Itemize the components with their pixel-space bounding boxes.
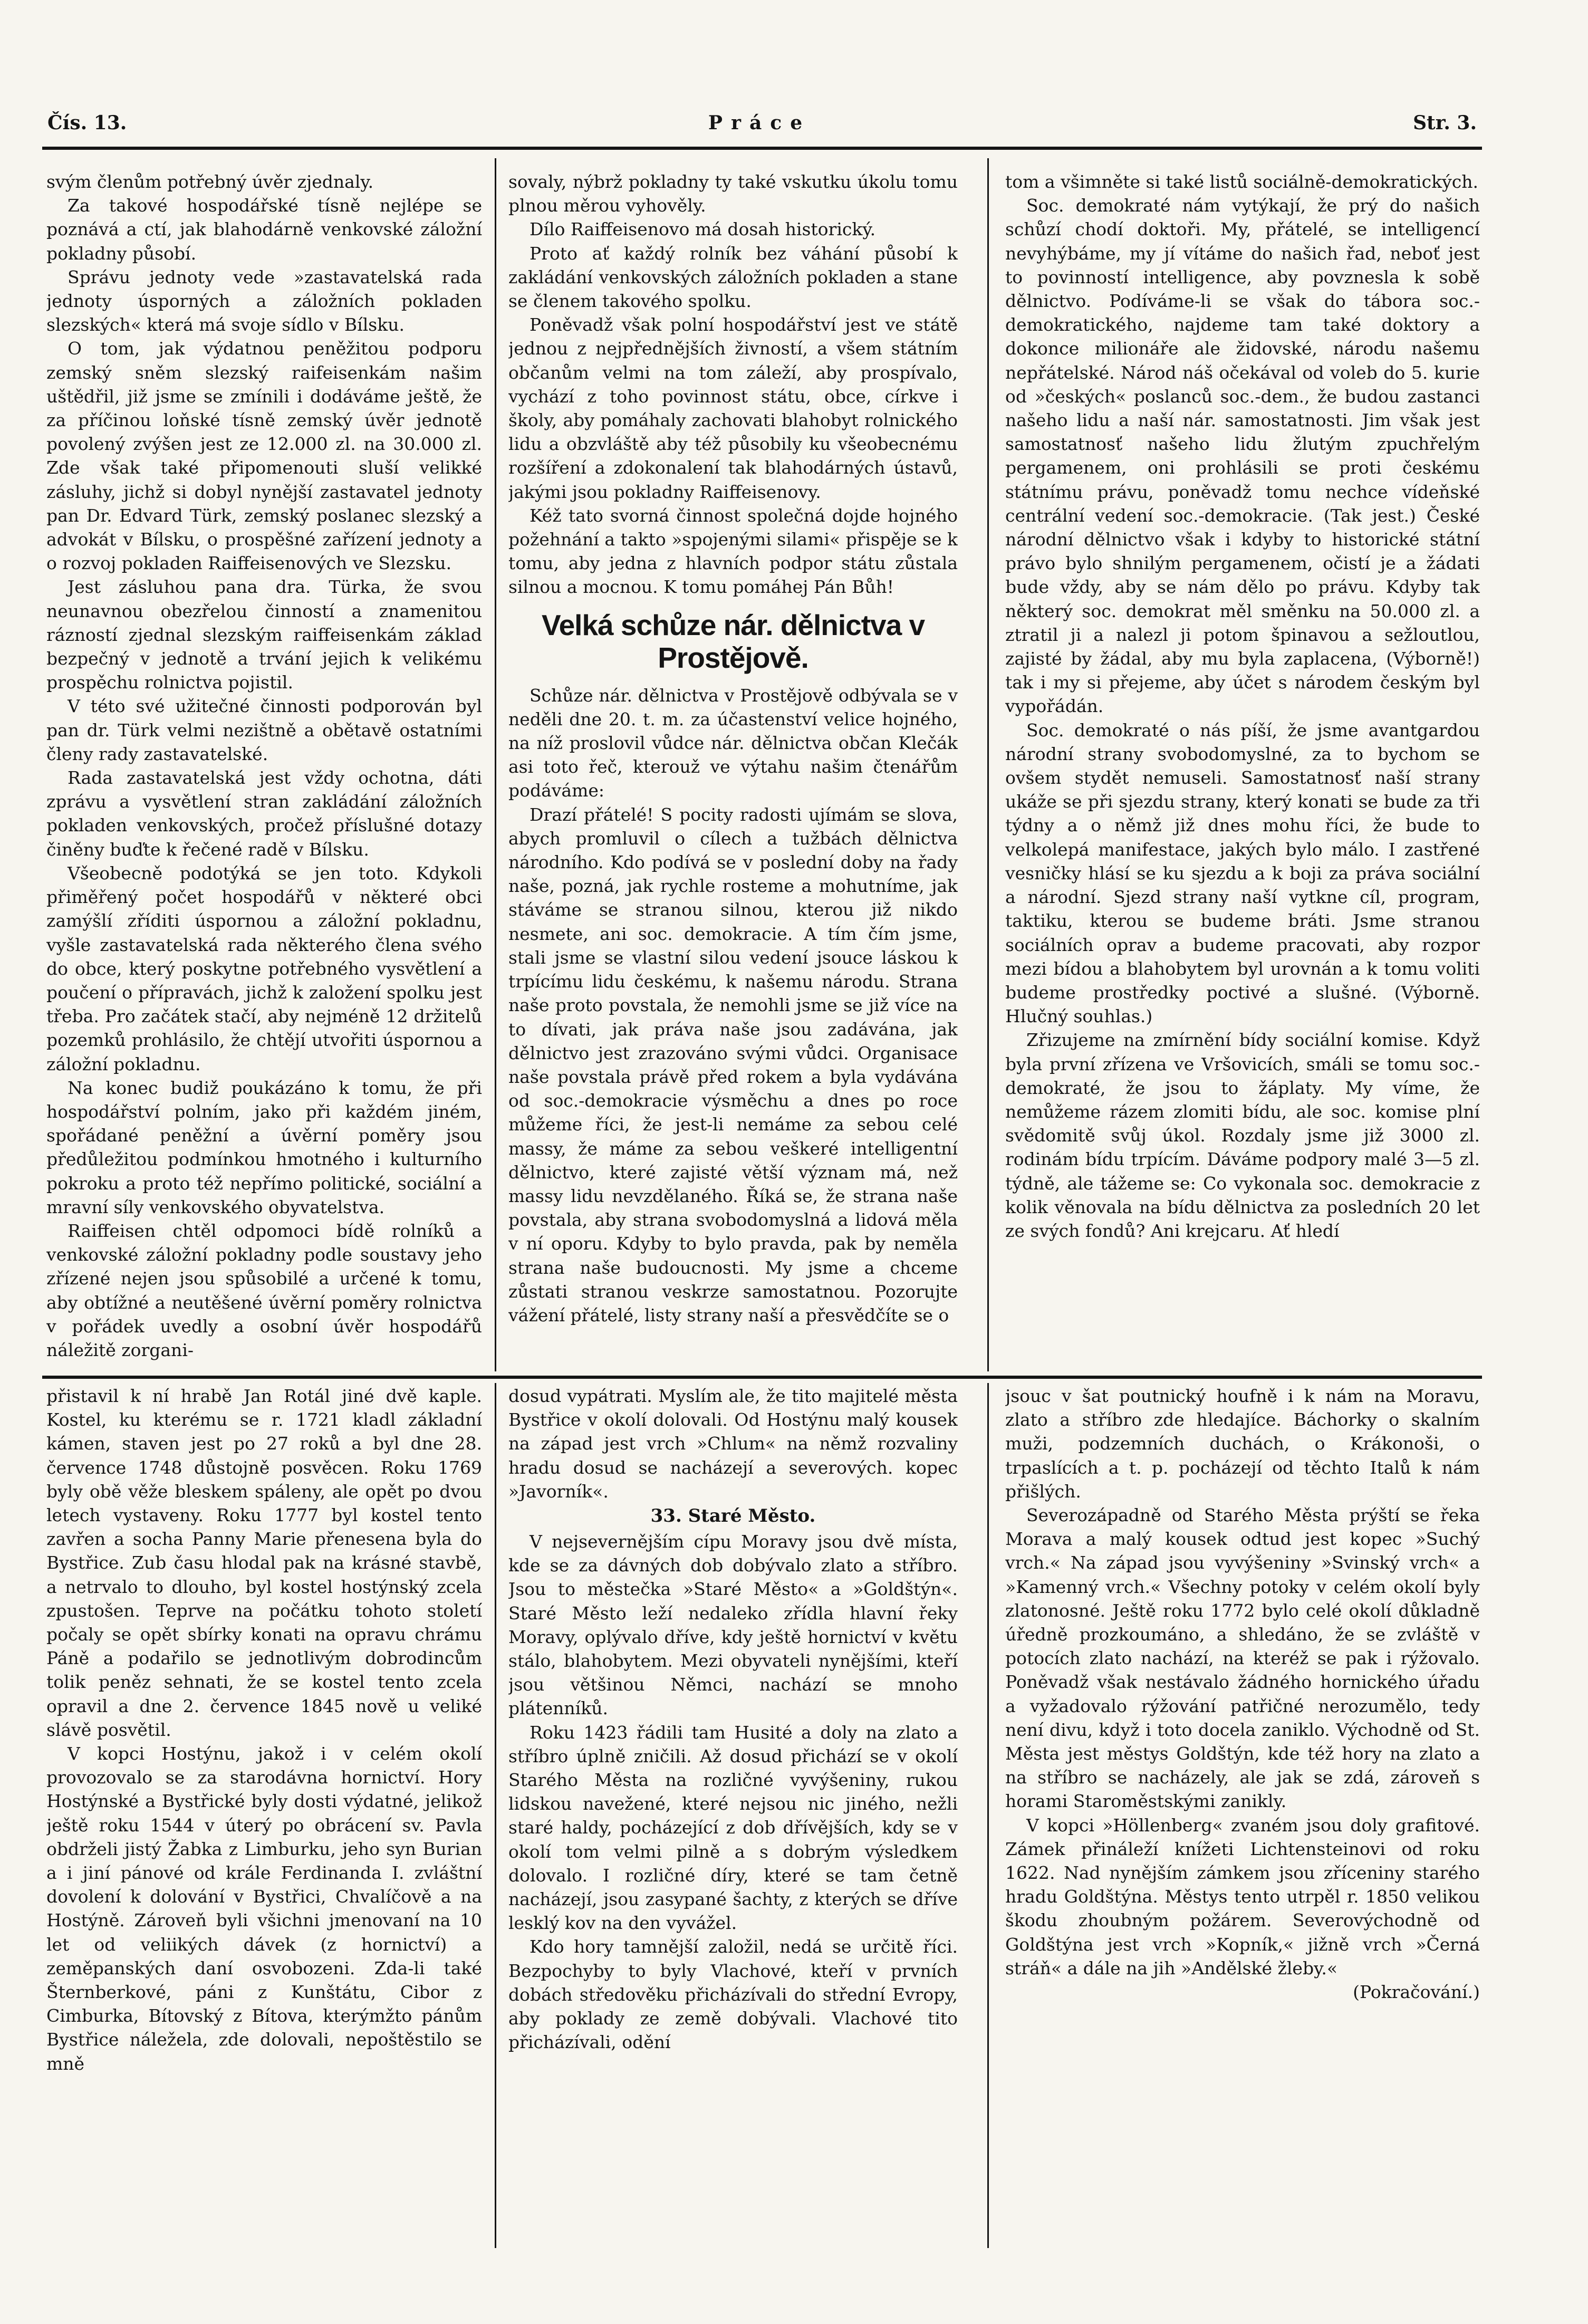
paragraph: Dílo Raiffeisenovo má dosah historický. [530,219,876,240]
paragraph: Zřizujeme na zmírnění bídy sociální komise. Když byla první zřízena ve Vršovicích, smáli se tomu soc.-demokraté, že jsou to žáplaty. My víme, že nemůžeme rázem zlomiti bídu, ale soc. komise plní svědomitě svůj úkol. Rozdaly jsme již 3000 zl. rodinám bídu trpícím. Dáváme podpory malé 3—5 zl. týdně, ale tážeme se: Co vykonala soc. demokracie z kolik věnovala na bídu dělnictva za posledních 20 let ze svých fondů? Ani krejcaru. Ať hledí [1005,1030,1480,1241]
paragraph: Proto ať každý rolník bez váhání působí k zakládání venkovských záložních pokladen a stane se členem takového spolku. [508,243,958,312]
article-raiffeisen-col2 [508,170,958,1372]
paragraph: tom a všimněte si také listů sociálně-demokratických. [1005,171,1478,192]
page-number: Str. 3. [1413,112,1477,134]
paragraph: Správu jednoty vede »zastavatelská rada jednoty úsporných a záložních pokladen slezských« která má svoje sídlo v Bílsku. [46,266,482,335]
feuilleton-col3 [1005,1384,1480,2249]
paragraph: O tom, jak výdatnou peněžitou podporu zemský sněm slezský raifeisenkám našim uštědřil, již jsme se zmínili i dodáváme ještě, že za příčinou loňské tísně zemský úvěr jednotě povolený zvýšen jest ze 12.000 zl. na 30.000 zl. Zde však také připomenouti sluší velikké zásluhy, jichž si dobyl nynější zastavatel jednoty pan Dr. Edvard Türk, zemský poslanec slezský a advokát v Bílsku, o prospěšné zařízení jednoty a o rozvoj pokladen Raiffeisenových ve Slezsku. [46,338,482,574]
article-prostejov-col3 [1005,170,1480,1372]
page-header [42,112,1477,143]
header-rule [42,147,1482,150]
paragraph: Drazí přátelé! S pocity radosti ujímám se slova, abych promluvil o cílech a tužbách dělnictva národního. Kdo podívá se v poslední doby na řady naše, pozná, jak rychle rosteme a mohutníme, jak stáváme se stranou silnou, kterou již nikdo nesmete, ani soc. demokracie. A tím čím jsme, stali jsme se vlastní silou vedení jsouce láskou k trpícímu lidu českému, k našemu národu. Strana naše proto povstala, že nemohli jsme se již více na to dívati, jak práva naše jsou zadávána, jak dělnictvo jest zrazováno svými vůdci. Organisace naše povstala právě před rokem a byla vydávána od soc.-demokracie výsměchu a dnes po roce můžeme říci, že jest-li nemáme za sebou celé massy, že máme za sebou veškeré intelligentní dělnictvo, které zajisté větší význam má, než massy lidu nevzdělaného. Říká se, že strana naše povstala, aby strana svobodomyslná a lidová měla v ní oporu. Kdyby to bylo pravda, pak by neměla strana naše budoucnosti. My jsme a chceme zůstati stranou veskrze samostatnou. Pozorujte vážení přátelé, listy strany naší a přesvědčíte se o [508,804,958,1326]
paragraph: Na konec budiž poukázáno k tomu, že při hospodářství polním, jako při každém jiném, spořádané peněžní a úvěrní poměry jsou předůležitou podmínkou hmotného i kulturního pokroku a proto též nepřímo politické, sociální a mravní síly venkovského obyvatelstva. [46,1077,482,1217]
paragraph: V této své užitečné činnosti podporován byl pan dr. Türk velmi nezištně a obětavě ostatními členy rady zastavatelské. [46,696,482,764]
paragraph: Poněvadž však polní hospodářství jest ve státě jednou z nejpřednějších živností, a všem státním občanům velmi na tom záleží, aby prospívalo, vychází z toho povinnost státu, obce, církve i školy, aby pomáhaly zachovati blahobyt rolnického lidu a obzvláště aby též působily ku všeobecnému rozšíření a zdokonalení tak blahodárných ústavů, jakými jsou pokladny Raiffeisenovy. [508,314,958,502]
continued-note: (Pokračování.) [1353,1982,1480,2003]
paragraph: Raiffeisen chtěl odpomoci bídě rolníků a venkovské záložní pokladny podle soustavy jeho zřízené nejen jsou spůsobilé a určené k tomu, aby obtížné a neutěšené úvěrní poměry rolnictva v pořádek uvedly a osobní úvěr hospodářů náležitě zorgani- [46,1220,482,1360]
paragraph: svým členům potřebný úvěr zjednaly. [46,171,374,192]
feuilleton-col1 [46,1384,482,2249]
paragraph: Jest zásluhou pana dra. Türka, že svou neunavnou obezřelou činností a znamenitou rázností zjednal slezským raiffeisenkám základ bezpečný v jednotě a trvání jejich k velikému prospěchu rolnictva pojistil. [46,577,482,693]
paragraph: Rada zastavatelská jest vždy ochotna, dáti zprávu a vysvětlení stran zakládání záložních pokladen venkovských, pročež příslušné dotazy činěny buďte k řečené radě v Bílsku. [46,767,482,860]
section-heading: 33. Staré Město. [650,1505,816,1527]
column-divider [495,158,496,1371]
paragraph: Za takové hospodářské tísně nejlépe se poznává a ctí, jak blahodárně venkovské záložní pokladny působí. [46,195,482,264]
article-raiffeisen-col1 [46,170,482,1372]
paragraph: V kopci »Höllenberg« zvaném jsou doly grafitové. Zámek přináleží knížeti Lichtensteinovi od roku 1622. Nad nynějším zámkem jsou zříceniny starého hradu Goldštýna. Městys tento utrpěl r. 1850 velikou škodu zhoubným požárem. Severovýchodně od Goldštýna jest vrch »Kopník,« jižně vrch »Černá stráň« a dále na jih »Andělské žleby.« [1005,1814,1480,1979]
column-divider [987,158,989,1371]
paragraph: sovaly, nýbrž pokladny ty také vskutku úkolu tomu plnou měrou vyhověly. [508,171,958,216]
issue-number: Čís. 13. [47,112,127,134]
paragraph: V kopci Hostýnu, jakož i v celém okolí provozovalo se za starodávna hornictví. Hory Hostýnské a Bystřické byly dosti výdatné, jelikož ještě roku 1544 v úterý po obrácení sv. Pavla obdrželi jistý Žabka z Limburku, jeho syn Burian a i jiní pánové od krále Ferdinanda I. zvláštní dovolení k dolování v Bystřici, Chvalíčově a na Hostýně. Zároveň byli všichni jmenovaní na 10 let od veliikých dávek (z hornictví) a zeměpanských daní osvobozeni. Zda-li také Šternberkové, páni z Kunštátu, Cibor z Cimburka, Bítovský z Bítova, kterýmžto pánům Bystřice náležela, zde dolovali, nepoštěstilo se mně [46,1743,482,2074]
paragraph: V nejsevernějším cípu Moravy jsou dvě místa, kde se za dávných dob dobývalo zlato a stříbro. Jsou to městečka »Staré Město« a »Goldštýn«. Staré Město leží nedaleko zřídla hlavní řeky Moravy, oplývalo dříve, kdy ještě hornictví v květu stálo, blahobytem. Mezi obyvateli nynějšími, kteří jsou většinou Němci, nachází se mnoho plátenníků. [508,1531,958,1719]
paragraph: jsouc v šat poutnický houfně i k nám na Moravu, zlato a stříbro zde hledajíce. Báchorky o skalním muži, podzemních duchách, o Krákonoši, o trpaslících a t. p. pocházejí od těchto Italů k nám přišlých. [1005,1386,1480,1502]
paragraph: Schůze nár. dělnictva v Prostějově odbývala se v neděli dne 20. t. m. za účastenství velice hojného, na níž proslovil vůdce nár. dělnictva občan Klečák asi toto řeč, kterouž ve výtahu našim čtenářům podáváme: [508,685,958,801]
article-headline: Velká schůze nár. dělnictva v Prostějově. [541,608,925,674]
feuilleton-rule [42,1376,1482,1379]
paragraph: Roku 1423 řádili tam Husité a doly na zlato a stříbro úplně zničili. Až dosud přichází se v okolí Starého Města na rozličné vyvýšeniny, rukou lidskou navežené, které nejsou nic jiného, nežli staré haldy, pocházející z dob dřívějších, kdy se v okolí tom velmi pilně a s dobrým výsledkem dolovalo. I rozličné díry, které se tam četně nacházejí, jsou zasypané šachty, z kterých se dříve lesklý kov na den vyvážel. [508,1722,958,1934]
paragraph: dosud vypátrati. Myslím ale, že tito majitelé města Bystřice v okolí dolovali. Od Hostýnu malý kousek na západ jest vrch »Chlum« na němž rozvaliny hradu dosud se nacházejí a severových. kopec »Javorník«. [508,1386,958,1502]
paragraph: Kéž tato svorná činnost společná dojde hojného požehnání a takto »spojenými silami« přispěje se k tomu, aby jedna z hlavních podpor státu zůstala silnou a mocnou. K tomu pomáhej Pán Bůh! [508,505,958,598]
newspaper-title: Práce [708,112,811,134]
column-divider [987,1383,989,2248]
paragraph: Severozápadně od Starého Města prýští se řeka Morava a malý kousek odtud jest kopec »Suchý vrch.« Na západ jsou vyvýšeniny »Svinský vrch« a »Kamenný vrch.« Všechny potoky v celém okolí byly zlatonosné. Ještě roku 1772 bylo celé okolí důkladně úředně prozkoumáno, a shledáno, že se zvláště v potocích zlato nachází, na kteréž se pak i rýžovalo. Poněvadž však nestávalo žádného hornického úřadu a vyžadovalo rýžování patřičné nerozumělo, tedy není divu, když i toto docela zaniklo. Východně od St. Města jest městys Goldštýn, kde též hory na zlato a na stříbro se nacházely, ale jak se zdá, zároveň s horami Staroměstskými zanikly. [1005,1505,1480,1812]
paragraph: Kdo hory tamnější založil, nedá se určitě říci. Bezpochyby to byly Vlachové, kteří v prvních dobách středověku přicházívali do střední Evropy, aby poklady ze země dobývali. Vlachové tito přicházívali, odění [508,1936,958,2053]
column-divider [495,1383,496,2248]
paragraph: Všeobecně podotýká se jen toto. Kdykoli přiměřený počet hospodářů v některé obci zamýšlí zříditi úspornou a záložní pokladnu, vyšle zastavatelská rada některého člena svého do obce, který poskytne potřebného vysvětlení a poučení o přípravách, jichž k založení spolku jest třeba. Pro začátek stačí, aby nejméně 12 držitelů pozemků prohlásilo, že chtějí utvořiti úspornou a záložní pokladnu. [46,862,482,1074]
paragraph: Soc. demokraté o nás píší, že jsme avantgardou národní strany svobodomyslné, za to bychom se ovšem stydět nemuseli. Samostatnosť naší strany ukáže se při sjezdu strany, který konati se bude za tři týdny a o němž již dnes mohu říci, že bude to velkolepá manifestace, jakých bylo málo. I zastřené vesničky hlásí se ku sjezdu a k boji za práva sociální a národní. Sjezd strany naší vytkne cíl, program, taktiku, kterou se budeme bráti. Jsme stranou sociálních oprav a budeme pracovati, aby rozpor mezi bídou a blahobytem byl urovnán a k tomu voliti budeme prostředky poctivé a slušné. (Výborně. Hlučný souhlas.) [1005,719,1480,1027]
feuilleton-col2 [508,1384,958,2249]
paragraph: Soc. demokraté nám vytýkají, že prý do našich schůzí chodí doktoři. My, přátelé, se intelligencí nevyhýbáme, my jí vítáme do našich řad, neboť jest to povinností intelligence, aby povznesla k sobě dělnictvo. Podíváme-li se však do tábora soc.-demokratického, najdeme tam také doktory a dokonce milionáře ale židovské, národu našemu nepřátelské. Národ náš očekával od voleb do 5. kurie od »českých« poslanců soc.-dem., že budou zastanci našeho lidu a naší nár. samostatnosti. Jim však jest samostatnosť našeho lidu žlutým zpuchřelým pergamenem, oni prohlásili se proti českému státnímu právu, poněvadž tomu nechce vídeňské centrální vedení soc.-demokracie. (Tak jest.) České národní dělnictvo však i kdyby to historické státní právo bylo shnilým pergamenem, očistí je a žádati bude vždy, aby se nám dělo po právu. Kdyby tak některý soc. demokrat měl směnku na 50.000 zl. a ztratil ji a nalezl ji potom špinavou a sežloutlou, zajisté by žádal, aby mu byla zaplacena, (Výborně!) tak i my si přejeme, aby účet s národem českým byl vypořádán. [1005,195,1480,717]
paragraph: přistavil k ní hrabě Jan Rotál jiné dvě kaple. Kostel, ku kterému se r. 1721 kladl základní kámen, staven jest po 27 roků a byl dne 28. července 1748 důstojně posvěcen. Roku 1769 byly obě věže bleskem spáleny, ale opět po dvou letech vystaveny. Roku 1777 byl kostel tento zavřen a socha Panny Marie přenesena byla do Bystřice. Zub času hlodal pak na krásné stavbě, a netrvalo to dlouho, byl kostel hostýnský zcela zpustošen. Teprve na počátku tohoto století počaly se opět sbírky konati na opravu chrámu Páně a podařilo se jednotlivým dobrodincům tolik peněz sehnati, že se kostel tento zcela opravil a dne 2. července 1845 nově u veliké slávě posvětil. [46,1386,482,1740]
